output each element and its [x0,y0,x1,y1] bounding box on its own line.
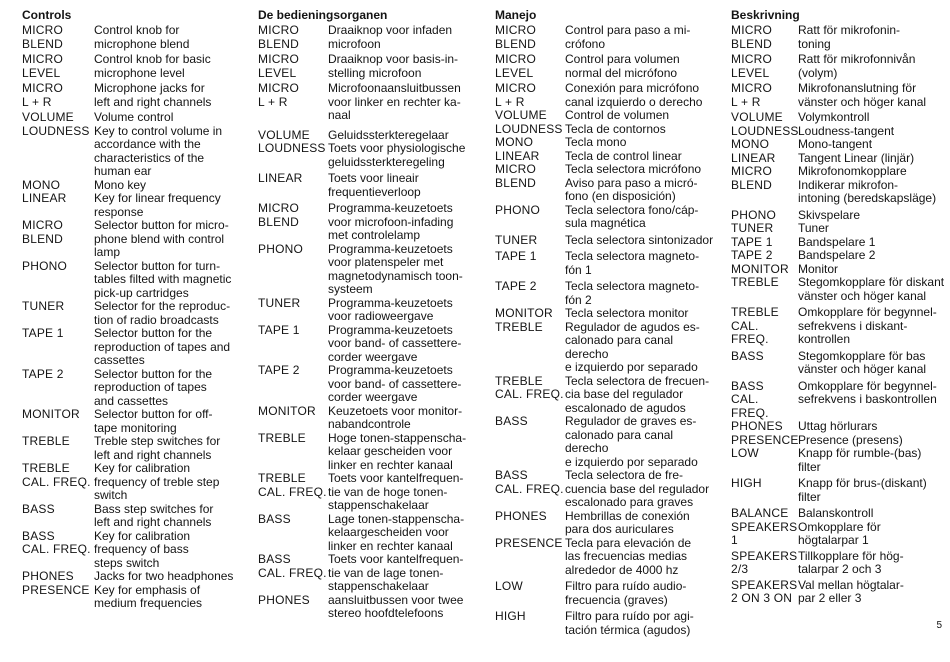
control-description: Geluidssterkteregelaar [328,127,449,142]
control-name: PHONES [731,419,783,433]
control-name: MONITOR [258,403,316,418]
control-name: BASS [22,501,55,516]
control-entry [495,150,717,164]
control-name: MICRO LEVEL [22,52,63,80]
control-entry [22,530,244,571]
control-name: MICRO BLEND [258,23,300,51]
control-description: Toets voor lineair frequentieverloop [328,171,421,199]
control-description: Regulador de graves es- calonado para canal derecho e izquierdo por separado [565,414,698,469]
control-description: Programma-keuzetoets voor band- of cassettere- corder weergave [328,322,462,364]
control-entry [731,521,949,548]
control-entry [258,553,480,594]
control-description: Toets voor kantelfrequen- tie van de lage tonen- stappenschakelaar [328,552,464,593]
control-description: Key to control volume in accordance with the characteristics of the human ear [94,123,223,178]
control-entry [258,129,480,143]
control-entry [258,513,480,554]
control-name: TAPE 2 [22,366,64,381]
control-entry [731,179,949,206]
control-description: Key for emphasis of medium frequencies [94,582,203,610]
control-description: Lage tonen-stappenscha- kelaargescheiden voor linker en rechter kanaal [328,511,465,553]
control-name: MONITOR [495,306,553,320]
control-description: Tecla selectora de fre- cuencia base del regulador escalonado para graves [565,468,710,509]
control-description: Mikrofonomkopplare [798,164,907,178]
page-number: 5 [936,620,942,631]
control-description: Indikerar mikrofon- intoning (beredskapsläge) [798,177,937,205]
control-description: Omkopplare för begynnel- sefrekvens i diskant- kontrollen [798,305,937,346]
control-description: Hembrillas de conexión para dos auriculares [565,508,690,536]
control-description: Tecla selectora monitor [565,306,689,320]
control-name: LINEAR [258,171,303,185]
control-name: VOLUME [22,110,74,124]
control-description: Tuner [798,221,829,235]
control-description: Knapp för brus-(diskant) filter [798,476,927,504]
control-name: MICRO BLEND [495,23,537,51]
control-name: TAPE 1 [258,322,300,337]
control-entry [495,469,717,510]
control-entry [258,405,480,432]
control-description: Tangent Linear (linjär) [798,150,915,165]
control-name: TREBLE CAL. FREQ. [22,461,91,489]
control-description: Control de volumen [565,108,670,122]
control-name: MICRO BLEND [22,218,64,246]
control-description: Jacks for two headphones [94,569,234,583]
control-name: PHONO [731,207,777,222]
control-description: Aviso para paso a micró- fono (en disposición) [565,175,698,203]
control-name: PHONO [22,258,68,273]
control-description: Filtro para ruído por agi- tación térmica (agudos) [565,609,694,637]
control-entry [258,472,480,513]
control-name: BASS CAL. FREQ. [22,528,91,556]
control-description: Monitor [798,261,839,276]
control-description: aansluitbussen voor twee stereo hoofdtelefoons [328,592,464,620]
control-entry [22,125,244,179]
control-name: TAPE 2 [495,279,537,293]
control-name: TREBLE [731,275,779,289]
control-name: TAPE 1 [495,249,537,263]
control-name: TAPE 2 [258,363,300,377]
control-name: MONO [731,137,770,151]
control-description: Mono-tangent [798,137,873,151]
control-description: Filtro para ruído audio- frecuencia (graves) [565,579,687,607]
control-name: MICRO LEVEL [258,52,299,80]
control-entry [495,109,717,123]
control-entry [495,580,717,607]
control-entry [731,507,949,521]
control-name: MICRO BLEND [258,201,300,229]
control-description: Conexión para micrófono canal izquierdo o derecho [565,81,703,109]
control-description: Mono key [94,177,147,192]
control-name: TUNER [258,295,301,310]
control-name: TREBLE [258,430,306,445]
control-name: BLEND [495,175,537,190]
controls-column-english [22,8,244,611]
control-name: PHONES [258,592,310,607]
control-description: Key for linear frequency response [94,191,221,219]
control-entry [731,276,949,303]
control-name: LINEAR [22,191,67,205]
control-name: TUNER [495,232,538,247]
control-description: Tecla selectora sintonizador [565,232,714,247]
control-description: Control para paso a mi- crófono [565,23,691,51]
control-entry [731,263,949,277]
column-heading: Beskrivning [731,8,800,22]
control-name: MONITOR [22,407,80,421]
control-description: Toets voor kantelfrequen- tie van de hoge tonen- stappenschakelaar [328,471,464,512]
control-entry [731,53,949,80]
control-entry [258,297,480,324]
control-entry [731,550,949,577]
control-entry [495,610,717,637]
control-entry [22,570,244,584]
control-entry [258,324,480,365]
control-name: PHONES [495,508,547,523]
control-entry [495,321,717,375]
control-entry [495,123,717,137]
control-name: LINEAR [731,150,776,165]
control-description: Regulador de agudos es- calonado para canal derecho e izquierdo por separado [565,319,700,374]
control-entry [22,219,244,260]
control-name: MICRO L + R [495,81,536,109]
control-description: Presence (presens) [798,432,903,447]
control-description: Programma-keuzetoets voor radioweergave [328,295,453,323]
control-name: MONITOR [731,261,789,276]
control-description: Keuzetoets voor monitor- nabandcontrole [328,403,463,431]
control-name: TAPE 2 [731,248,773,262]
control-description: Tecla selectora de frecuen- cia base del regulador escalonado de agudos [565,373,710,415]
control-entry [731,447,949,474]
control-entry [22,82,244,109]
control-entry [731,82,949,109]
control-name: TREBLE CAL. FREQ. [731,305,779,346]
control-name: MICRO L + R [731,81,772,109]
control-name: BASS [258,511,291,526]
control-description: Selector for the reproduc- tion of radio broadcasts [94,299,231,327]
control-entry [22,53,244,80]
control-name: TAPE 1 [22,326,64,340]
control-entry [258,82,480,123]
control-description: Bandspelare 1 [798,234,876,249]
control-name: LOW [495,579,523,593]
controls-column-swedish [731,8,949,606]
control-entry [731,209,949,223]
control-entry [731,165,949,179]
control-entry [731,111,949,125]
control-entry [258,364,480,405]
control-description: Stegomkopplare för bas vänster och höger kanal [798,348,927,376]
control-name: BASS [495,414,528,428]
control-name: MICRO [731,164,772,178]
control-entry [258,24,480,51]
control-description: Tecla de contornos [565,121,666,136]
control-name: TREBLE [495,319,543,334]
control-name: VOLUME [258,127,310,142]
control-entry [495,163,717,177]
control-name: BALANCE [731,506,789,520]
control-entry [495,250,717,277]
control-description: Key for calibration frequency of bass steps switch [94,528,191,570]
control-description: Ratt för mikrofonnivån (volym) [798,52,916,80]
control-name: TREBLE CAL. FREQ. [495,373,564,401]
control-name: PHONO [258,241,304,256]
control-description: Control knob for basic microphone level [94,52,211,80]
control-entry [22,327,244,368]
control-name: VOLUME [495,108,547,122]
control-entry [731,477,949,504]
control-name: MICRO L + R [22,81,63,109]
control-name: LINEAR [495,148,540,163]
control-entry [22,300,244,327]
column-heading: De bedieningsorganen [258,8,388,22]
control-name: TUNER [22,299,65,313]
control-name: MONO [495,135,534,149]
control-entry [495,177,717,204]
control-description: Selector button for turn- tables filted with magnetic pick-up cartridges [94,258,232,300]
control-entry [495,280,717,307]
control-entry [731,434,949,448]
control-name: PHONES [22,569,74,583]
control-entry [495,136,717,150]
control-entry [22,435,244,462]
control-entry [258,243,480,297]
control-description: Volume control [94,110,174,124]
control-name: MICRO BLEND [22,23,64,51]
control-description: Tecla selectora micrófono [565,162,702,176]
control-entry [731,420,949,434]
control-description: Key for calibration frequency of treble step switch [94,461,220,502]
control-description: Programma-keuzetoets voor microfoon-infading met controlelamp [328,201,454,242]
control-entry [22,260,244,301]
control-description: Control para volumen normal del micrófono [565,52,680,80]
control-name: TAPE 1 [731,234,773,249]
control-name: BLEND [731,177,773,192]
control-name: TREBLE CAL. FREQ. [258,471,327,499]
control-entry [258,142,480,169]
control-name: LOUDNESS [22,123,90,138]
control-name: MICRO LEVEL [495,52,536,80]
control-description: Toets voor physiologische geluidssterkteregeling [328,141,466,169]
control-description: Control knob for microphone blend [94,23,190,51]
control-entry [495,510,717,537]
column-heading: Controls [22,8,72,22]
control-description: Tecla selectora fono/cáp- sula magnética [565,202,699,230]
control-entry [731,306,949,347]
control-description: Tecla para elevación de las frecuencias medias alrededor de 4000 hz [565,535,692,577]
control-entry [22,111,244,125]
control-description: Selector button for micro- phone blend with control lamp [94,218,229,259]
control-description: Treble step switches for left and right channels [94,434,221,462]
control-description: Tecla de control linear [565,148,682,163]
control-name: MICRO LEVEL [731,52,772,80]
control-entry [495,204,717,231]
control-entry [731,152,949,166]
control-description: Tecla selectora magneto- fón 1 [565,249,700,277]
control-entry [22,179,244,193]
control-entry [258,172,480,199]
control-name: SPEAKERS 1 [731,519,798,547]
control-name: PRESENCE [22,582,90,597]
control-entry [731,138,949,152]
control-description: Bass step switches for left and right channels [94,501,214,529]
control-entry [22,462,244,503]
control-description: Microphone jacks for left and right channels [94,81,212,109]
control-entry [258,432,480,473]
control-name: MICRO [495,162,536,176]
control-entry [258,53,480,80]
control-entry [731,125,949,139]
control-name: LOW [731,446,759,460]
control-description: Omkopplare för begynnel- sefrekvens i baskontrollen [798,378,937,406]
control-name: BASS [731,348,764,363]
control-description: Microfoonaansluitbussen voor linker en rechter ka- naal [328,81,461,122]
control-description: Programma-keuzetoets voor band- of cassettere- corder weergave [328,363,462,404]
control-entry [258,594,480,621]
control-entry [22,503,244,530]
control-description: Draaiknop voor infaden microfoon [328,23,453,51]
control-description: Tillkopplare för hög- talarpar 2 och 3 [798,548,904,576]
control-entry [731,236,949,250]
control-entry [495,82,717,109]
control-description: Programma-keuzetoets voor platenspeler met magnetodynamisch toon- systeem [328,241,463,296]
control-name: PHONO [495,202,541,217]
control-entry [731,380,949,421]
control-name: TUNER [731,221,774,235]
control-name: HIGH [731,476,762,490]
column-heading: Manejo [495,8,537,22]
control-entry [22,24,244,51]
control-description: Draaiknop voor basis-in- stelling microfoon [328,52,459,80]
control-entry [731,24,949,51]
control-description: Balanskontroll [798,506,874,520]
control-name: BASS CAL. FREQ. [731,378,769,420]
control-name: LOUDNESS [495,121,563,136]
control-entry [495,307,717,321]
control-entry [495,53,717,80]
control-name: PRESENCE [731,432,799,447]
controls-column-dutch [258,8,480,621]
control-name: MICRO L + R [258,81,299,109]
control-description: Omkopplare för högtalarpar 1 [798,519,881,547]
control-entry [731,579,949,606]
control-entry [258,202,480,243]
control-name: SPEAKERS 2/3 [731,548,798,576]
control-description: Skivspelare [798,207,861,222]
control-description: Bandspelare 2 [798,248,876,262]
control-description: Ratt för mikrofonin- toning [798,23,901,51]
control-name: HIGH [495,609,526,623]
control-description: Stegomkopplare för diskant vänster och höger kanal [798,275,945,303]
control-entry [731,222,949,236]
control-name: VOLUME [731,110,783,124]
control-name: PRESENCE [495,535,563,550]
control-name: LOUDNESS [258,141,326,155]
control-name: LOUDNESS [731,123,799,138]
control-description: Tecla selectora magneto- fón 2 [565,279,700,307]
control-entry [22,584,244,611]
control-entry [22,192,244,219]
control-description: Val mellan högtalar- par 2 eller 3 [798,577,904,605]
control-name: MICRO BLEND [731,23,773,51]
control-description: Selector button for off- tape monitoring [94,407,213,435]
control-description: Selector button for the reproduction of tapes and cassettes [94,366,213,408]
control-name: SPEAKERS 2 ON 3 ON [731,577,798,605]
control-name: MONO [22,177,61,192]
control-entry [731,249,949,263]
control-entry [22,368,244,409]
control-entry [495,415,717,469]
control-description: Hoge tonen-stappenscha- kelaar gescheiden voor linker en rechter kanaal [328,430,467,472]
control-description: Loudness-tangent [798,123,895,138]
control-name: TREBLE [22,434,70,448]
controls-column-spanish [495,8,717,637]
control-name: BASS CAL. FREQ. [495,468,564,496]
control-entry [495,537,717,578]
control-description: Uttag hörlurars [798,419,878,433]
control-entry [495,24,717,51]
control-entry [731,350,949,377]
control-entry [495,375,717,416]
control-description: Selector button for the reproduction of tapes and cassettes [94,326,231,367]
control-entry [495,234,717,248]
control-entry [22,408,244,435]
control-description: Tecla mono [565,135,627,149]
control-name: BASS CAL. FREQ. [258,552,327,580]
control-description: Knapp för rumble-(bas) filter [798,446,922,474]
control-description: Volymkontroll [798,110,870,124]
control-description: Mikrofonanslutning för vänster och höger kanal [798,81,927,109]
